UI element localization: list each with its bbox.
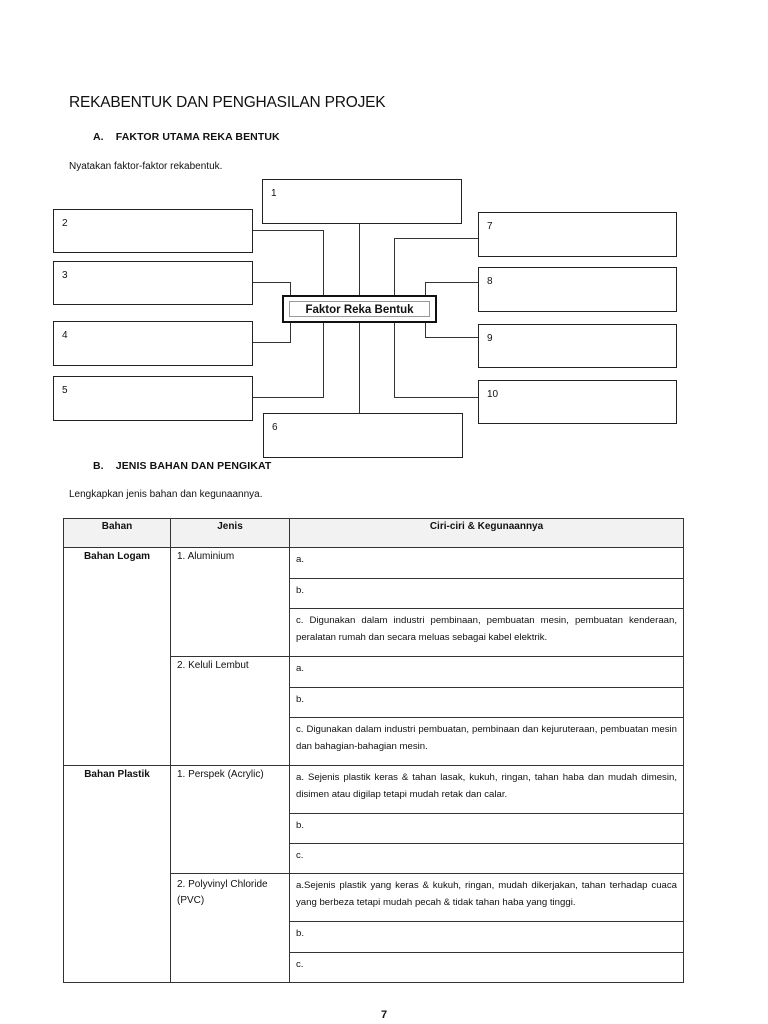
- table-header-row: [64, 519, 684, 548]
- connector-line: [425, 282, 426, 295]
- center-label-box: [282, 295, 437, 323]
- connector-line: [253, 282, 291, 283]
- factor-box-number: 4: [62, 330, 68, 341]
- factor-box-6[interactable]: [263, 413, 463, 458]
- connector-line: [425, 337, 478, 338]
- connector-line: [253, 397, 324, 398]
- center-label: Faktor Reka Bentuk: [289, 301, 430, 317]
- connector-line: [290, 282, 291, 295]
- connector-line: [425, 282, 478, 283]
- ciri-cell[interactable]: b.: [290, 922, 684, 953]
- factor-box-number: 6: [272, 422, 278, 433]
- ciri-cell[interactable]: a.: [290, 548, 684, 579]
- connector-line: [394, 323, 395, 398]
- factor-box-number: 1: [271, 188, 277, 199]
- factor-box-number: 9: [487, 333, 493, 344]
- factor-box-number: 5: [62, 385, 68, 396]
- section-b-heading: B. JENIS BAHAN DAN PENGIKAT: [93, 460, 272, 472]
- ciri-cell[interactable]: c.: [290, 844, 684, 874]
- header-jenis: Jenis: [171, 519, 290, 548]
- factor-box-number: 8: [487, 276, 493, 287]
- section-b-instruction: Lengkapkan jenis bahan dan kegunaannya.: [69, 489, 263, 500]
- connector-line: [394, 238, 395, 295]
- factor-box-number: 10: [487, 389, 499, 400]
- ciri-cell[interactable]: c.: [290, 953, 684, 983]
- factor-box-9[interactable]: [478, 324, 677, 368]
- factor-box-8[interactable]: [478, 267, 677, 312]
- ciri-cell: c. Digunakan dalam industri pembinaan, pembuatan mesin, pembuatan kenderaan, peralatan rumah dan secara meluas sebagai kabel elektrik.: [290, 609, 684, 657]
- connector-line: [425, 323, 426, 338]
- section-a-instruction: Nyatakan faktor-faktor rekabentuk.: [69, 161, 223, 172]
- factor-box-3[interactable]: [53, 261, 253, 305]
- bahan-cell: Bahan Logam: [64, 548, 171, 766]
- ciri-cell[interactable]: b.: [290, 579, 684, 609]
- ciri-cell: c. Digunakan dalam industri pembuatan, pembinaan dan kejuruteraan, pembuatan mesin dan bahagian-bahagian mesin.: [290, 718, 684, 766]
- factor-box-5[interactable]: [53, 376, 253, 421]
- factor-box-1[interactable]: [262, 179, 462, 224]
- factor-box-2[interactable]: [53, 209, 253, 253]
- factor-box-7[interactable]: [478, 212, 677, 257]
- factor-box-4[interactable]: [53, 321, 253, 366]
- factor-box-number: 3: [62, 270, 68, 281]
- section-a-heading: A. FAKTOR UTAMA REKA BENTUK: [93, 131, 280, 143]
- jenis-cell: 2. Keluli Lembut: [171, 657, 290, 766]
- connector-line: [394, 397, 478, 398]
- table-row: [64, 766, 684, 814]
- table-row: [64, 548, 684, 579]
- ciri-cell: a.Sejenis plastik yang keras & kukuh, ringan, mudah dikerjakan, tahan terhadap cuaca yang berbeza tetapi mudah pecah & tidak tahan haba yang tinggi.: [290, 874, 684, 922]
- connector-line: [323, 323, 324, 398]
- header-bahan: Bahan: [64, 519, 171, 548]
- connector-line: [253, 230, 324, 231]
- page-title: REKABENTUK DAN PENGHASILAN PROJEK: [69, 94, 386, 111]
- material-table: [63, 518, 684, 983]
- ciri-cell: a. Sejenis plastik keras & tahan lasak, kukuh, ringan, tahan haba dan mudah dimesin, disimen atau digilap tetapi mudah retak dan calar.: [290, 766, 684, 814]
- page-number: 7: [380, 1009, 388, 1021]
- factor-box-10[interactable]: [478, 380, 677, 424]
- connector-line: [253, 342, 291, 343]
- factor-box-number: 2: [62, 218, 68, 229]
- connector-line: [323, 230, 324, 295]
- ciri-cell[interactable]: b.: [290, 688, 684, 718]
- factor-box-number: 7: [487, 221, 493, 232]
- bahan-cell: Bahan Plastik: [64, 766, 171, 983]
- jenis-cell: 2. Polyvinyl Chloride (PVC): [171, 874, 290, 983]
- connector-line: [394, 238, 478, 239]
- header-ciri: Ciri-ciri & Kegunaannya: [290, 519, 684, 548]
- connector-line: [290, 323, 291, 342]
- ciri-cell[interactable]: b.: [290, 814, 684, 844]
- jenis-cell: 1. Perspek (Acrylic): [171, 766, 290, 874]
- ciri-cell[interactable]: a.: [290, 657, 684, 688]
- jenis-cell: 1. Aluminium: [171, 548, 290, 657]
